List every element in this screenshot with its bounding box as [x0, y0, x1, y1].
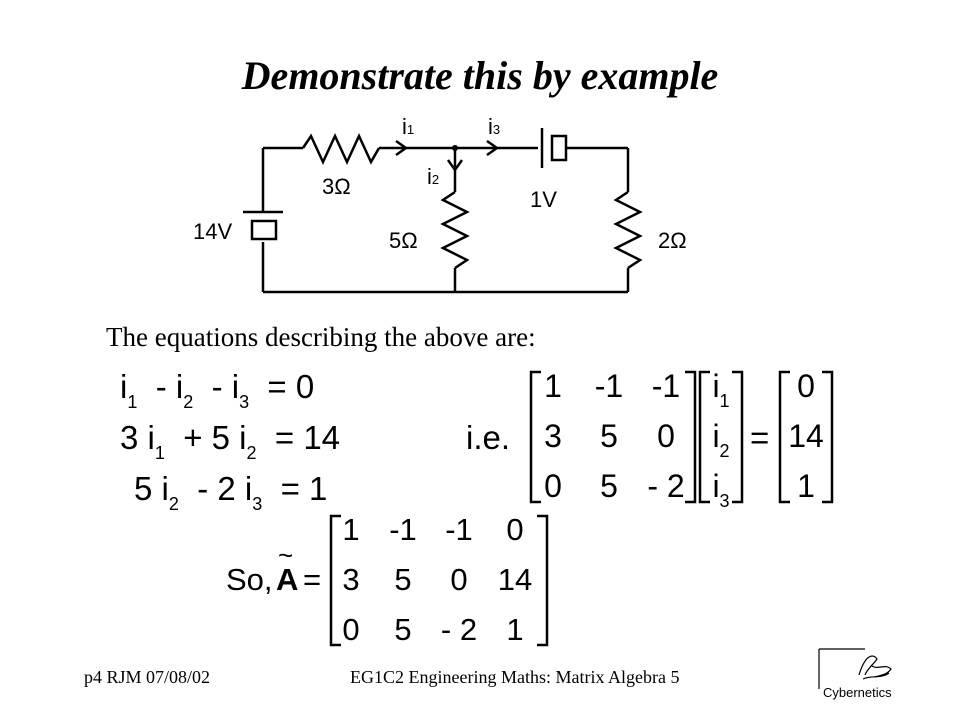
cybernetics-logo-icon [815, 645, 899, 707]
vector-cell: $i_1$ [712, 368, 730, 411]
vector-cell: 14 [788, 418, 824, 454]
equation-2: 3 $i_1 + 5$ $i_2 = 14$ [120, 419, 341, 463]
matrix-cell: 3 [342, 562, 360, 597]
label-2ohm: 2Ω [658, 228, 687, 253]
equation-3: 5 $i_2 - 2$ $i_3 = 1$ [134, 470, 328, 514]
vector-cell: $i_3$ [712, 468, 730, 511]
footer-left: p4 RJM 07/08/02 [84, 667, 211, 687]
matrix-cell: 14 [497, 562, 533, 597]
vector-cell: 0 [797, 368, 815, 404]
matrix-cell: 0 [506, 512, 524, 547]
augmented-equals: = [303, 562, 322, 597]
matrix-cell: -1 [389, 512, 417, 547]
matrix-cell: 1 [342, 512, 360, 547]
matrix-cell: -1 [651, 368, 681, 404]
ie-label: i.e. [466, 419, 511, 456]
vector-cell: 1 [797, 468, 815, 504]
svg-text:Cybernetics: Cybernetics [823, 685, 892, 700]
footer-center: EG1C2 Engineering Maths: Matrix Algebra 5 [350, 667, 680, 687]
label-i3: i3 [488, 114, 501, 139]
label-5ohm: 5Ω [389, 228, 418, 253]
matrix-cell: -1 [445, 512, 473, 547]
matrix-cell: 0 [544, 468, 562, 504]
label-14v: 14V [193, 219, 233, 244]
equation-1: $i_1 - i_2 - i_3 = 0$ [120, 368, 315, 412]
matrix-cell: - 2 [440, 612, 478, 647]
label-i2: i2 [427, 164, 440, 189]
augmented-symbol: ~ A [276, 540, 299, 597]
cybernetics-logo [815, 645, 899, 707]
matrix-cell: -1 [594, 368, 624, 404]
matrix-cell: 1 [506, 612, 524, 647]
intro-text: The equations describing the above are: [106, 322, 536, 352]
label-3ohm: 3Ω [322, 174, 351, 199]
vector-cell: $i_2$ [712, 418, 730, 461]
matrix-cell: 5 [600, 468, 618, 504]
matrix-cell: 3 [544, 418, 562, 454]
matrix-cell: 5 [394, 562, 412, 597]
matrix-cell: 5 [394, 612, 412, 647]
matrix-cell: 0 [342, 612, 360, 647]
matrix-cell: 0 [450, 562, 468, 597]
so-label: So, [226, 562, 273, 597]
matrix-cell: 0 [657, 418, 675, 454]
matrix-cell: 5 [600, 418, 618, 454]
matrix-cell: - 2 [647, 468, 685, 504]
label-i1: i1 [402, 114, 415, 139]
equals-sign: = [750, 419, 770, 456]
matrix-cell: 1 [544, 368, 562, 404]
label-1v: 1V [530, 187, 557, 212]
slide-title: Demonstrate this by example [241, 53, 719, 98]
